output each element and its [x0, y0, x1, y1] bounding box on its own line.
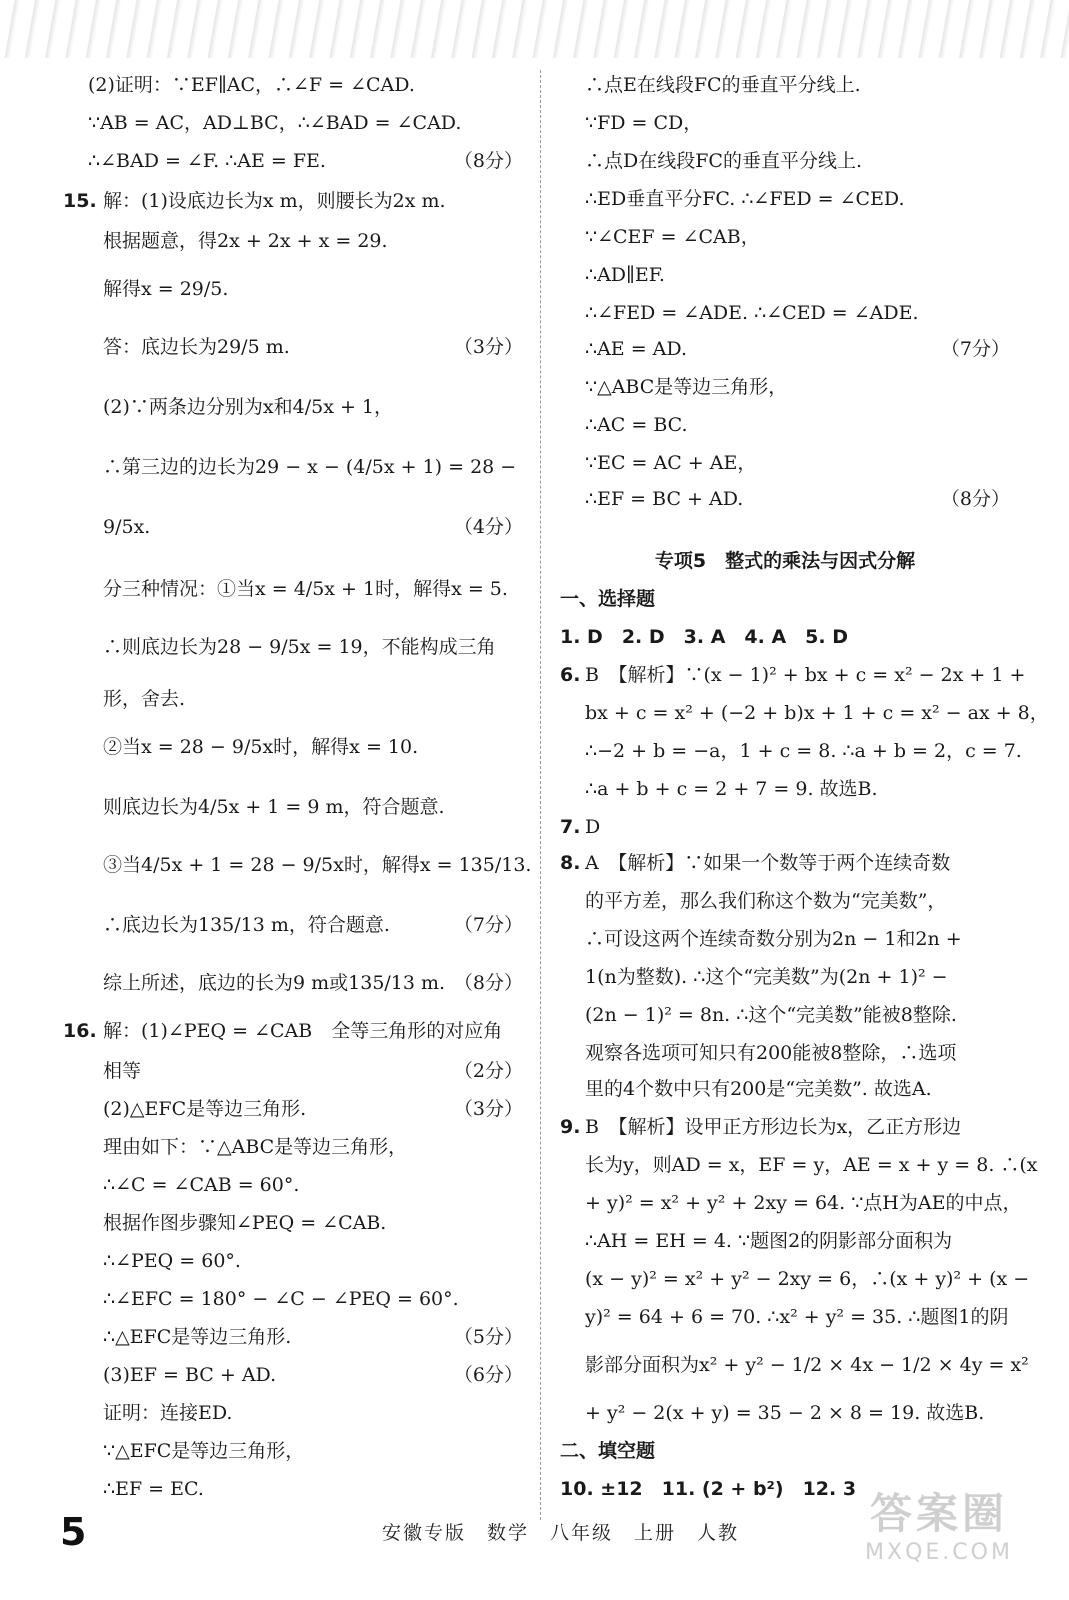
answer-line: 观察各选项可知只有200能被8整除，∴选项 — [585, 1042, 957, 1064]
answer-line: ∴∠C = ∠CAB = 60°. — [103, 1174, 300, 1196]
answer-line: ∴则底边长为28 − 9/5x = 19，不能构成三角 — [103, 636, 496, 658]
answer-line: ∴第三边的边长为29 − x − (4/5x + 1) = 28 − — [103, 456, 517, 478]
answer-line: ∵△ABC是等边三角形， — [585, 376, 788, 398]
problem-6-header: 6. B 【解析】∵(x − 1)² + bx + c = x² − 2x + 1 + — [560, 664, 1026, 686]
answer-line: bx + c = x² + (−2 + b)x + 1 + c = x² − ax + 8， — [585, 702, 1049, 724]
answer-line: 根据作图步骤知∠PEQ = ∠CAB. — [103, 1212, 387, 1234]
answer-line: ∴可设这两个连续奇数分别为2n − 1和2n + — [585, 928, 962, 950]
answer-line: y)² = 64 + 6 = 70. ∴x² + y² = 35. ∴题图1的阴 — [585, 1306, 1009, 1328]
answer-line: ∴a + b + c = 2 + 7 = 9. 故选B. — [585, 778, 878, 800]
answer-line: ②当x = 28 − 9/5x时，解得x = 10. — [103, 736, 419, 758]
answer-line: ∴ED垂直平分FC. ∴∠FED = ∠CED. — [585, 188, 905, 210]
answer-line: ∴∠EFC = 180° − ∠C − ∠PEQ = 60°. — [103, 1288, 459, 1310]
answer-line: ∴AE = AD. （7分） — [585, 338, 1010, 360]
answer-line: 10. ±12 11. (2 + b²) 12. 3 — [560, 1478, 857, 1500]
answer-line: ③当4/5x + 1 = 28 − 9/5x时，解得x = 135/13. — [103, 854, 532, 876]
answer-line: 形，舍去. — [103, 688, 186, 710]
answer-line: 解得x = 29/5. — [103, 278, 229, 300]
section-heading: 二、填空题 — [560, 1440, 656, 1462]
answer-line: 的平方差，那么我们称这个数为“完美数”， — [585, 890, 947, 912]
answer-line: 证明：连接ED. — [103, 1402, 233, 1424]
answer-line: (2)△EFC是等边三角形. （3分） — [103, 1098, 523, 1120]
problem-15-header: 15. 解：(1)设底边长为x m，则腰长为2x m. — [63, 190, 446, 212]
answer-line: 里的4个数中只有200是“完美数”. 故选A. — [585, 1078, 932, 1100]
answer-line: (2n − 1)² = 8n. ∴这个“完美数”能被8整除. — [585, 1004, 957, 1026]
answer-line: ∴AC = BC. — [585, 414, 688, 436]
answer-line: + y)² = x² + y² + 2xy = 64. ∵点H为AE的中点， — [585, 1192, 1022, 1214]
answer-line: ∴点D在线段FC的垂直平分线上. — [585, 150, 862, 172]
column-divider — [540, 70, 541, 1520]
answer-line: ∴AH = EH = 4. ∵题图2的阴影部分面积为 — [585, 1230, 953, 1252]
answer-line: ∴EF = BC + AD. （8分） — [585, 488, 1010, 510]
answer-line: 答：底边长为29/5 m. （3分） — [103, 336, 523, 358]
section-title: 专项5 整式的乘法与因式分解 — [654, 550, 916, 572]
answer-line: (2)∵两条边分别为x和4/5x + 1， — [103, 396, 394, 418]
page-number: 5 — [60, 1510, 87, 1554]
watermark-logo — [854, 1488, 1024, 1578]
answer-line: 1(n为整数). ∴这个“完美数”为(2n + 1)² − — [585, 966, 948, 988]
answer-line: ∴底边长为135/13 m，符合题意. （7分） — [103, 914, 523, 936]
answer-line: 分三种情况：①当x = 4/5x + 1时，解得x = 5. — [103, 578, 508, 600]
answer-line: ∴△EFC是等边三角形. （5分） — [103, 1326, 523, 1348]
answer-line: 根据题意，得2x + 2x + x = 29. — [103, 230, 388, 252]
answer-line: ∵FD = CD， — [585, 112, 703, 134]
problem-7-header: 7. D — [560, 816, 601, 838]
answer-line: 综上所述，底边的长为9 m或135/13 m. （8分） — [103, 972, 523, 994]
answer-line: ∴AD∥EF. — [585, 264, 665, 286]
footer-book-info: 安徽专版 数学 八年级 上册 人教 — [382, 1522, 740, 1544]
answer-line: 则底边长为4/5x + 1 = 9 m，符合题意. — [103, 796, 445, 818]
answer-line: ∴−2 + b = −a，1 + c = 8. ∴a + b = 2，c = 7. — [585, 740, 1022, 762]
watermark-url: MXQE.COM — [865, 1540, 1013, 1565]
answer-line: 9/5x. （4分） — [103, 516, 523, 538]
watermark-text: 答案圈 — [869, 1489, 1008, 1538]
answer-line: 长为y，则AD = x，EF = y，AE = x + y = 8. ∴(x — [585, 1154, 1038, 1176]
answer-line: ∵∠CEF = ∠CAB， — [585, 226, 760, 248]
answer-line: 相等 （2分） — [103, 1060, 523, 1082]
answer-line: + y² − 2(x + y) = 35 − 2 × 8 = 19. 故选B. — [585, 1402, 985, 1424]
problem-9-header: 9. B 【解析】设甲正方形边长为x，乙正方形边 — [560, 1116, 962, 1138]
answer-line: (2)证明：∵EF∥AC，∴∠F = ∠CAD. — [88, 74, 415, 96]
answer-line: ∴点E在线段FC的垂直平分线上. — [585, 74, 861, 96]
problem-16-header: 16. 解：(1)∠PEQ = ∠CAB 全等三角形的对应角 — [63, 1020, 503, 1042]
answer-line: ∴EF = EC. — [103, 1478, 204, 1500]
answer-line: ∵EC = AC + AE， — [585, 452, 757, 474]
answer-line: ∵△EFC是等边三角形， — [103, 1440, 305, 1462]
answer-line: ∴∠PEQ = 60°. — [103, 1250, 241, 1272]
answer-line: 理由如下：∵△ABC是等边三角形， — [103, 1136, 408, 1158]
answer-line: (3)EF = BC + AD. （6分） — [103, 1364, 523, 1386]
decorative-top-band — [0, 0, 1069, 58]
section-heading: 一、选择题 — [560, 588, 656, 610]
answer-line: 1. D 2. D 3. A 4. A 5. D — [560, 626, 848, 648]
problem-8-header: 8. A 【解析】∵如果一个数等于两个连续奇数 — [560, 852, 951, 874]
answer-line: 影部分面积为x² + y² − 1/2 × 4x − 1/2 × 4y = x² — [585, 1354, 1029, 1376]
answer-line: (x − y)² = x² + y² − 2xy = 6，∴(x + y)² + (x − — [585, 1268, 1030, 1290]
answer-line: ∴∠BAD = ∠F. ∴AE = FE. （8分） — [88, 150, 523, 172]
answer-line: ∵AB = AC，AD⊥BC，∴∠BAD = ∠CAD. — [88, 112, 462, 134]
answer-line: ∴∠FED = ∠ADE. ∴∠CED = ∠ADE. — [585, 302, 919, 324]
